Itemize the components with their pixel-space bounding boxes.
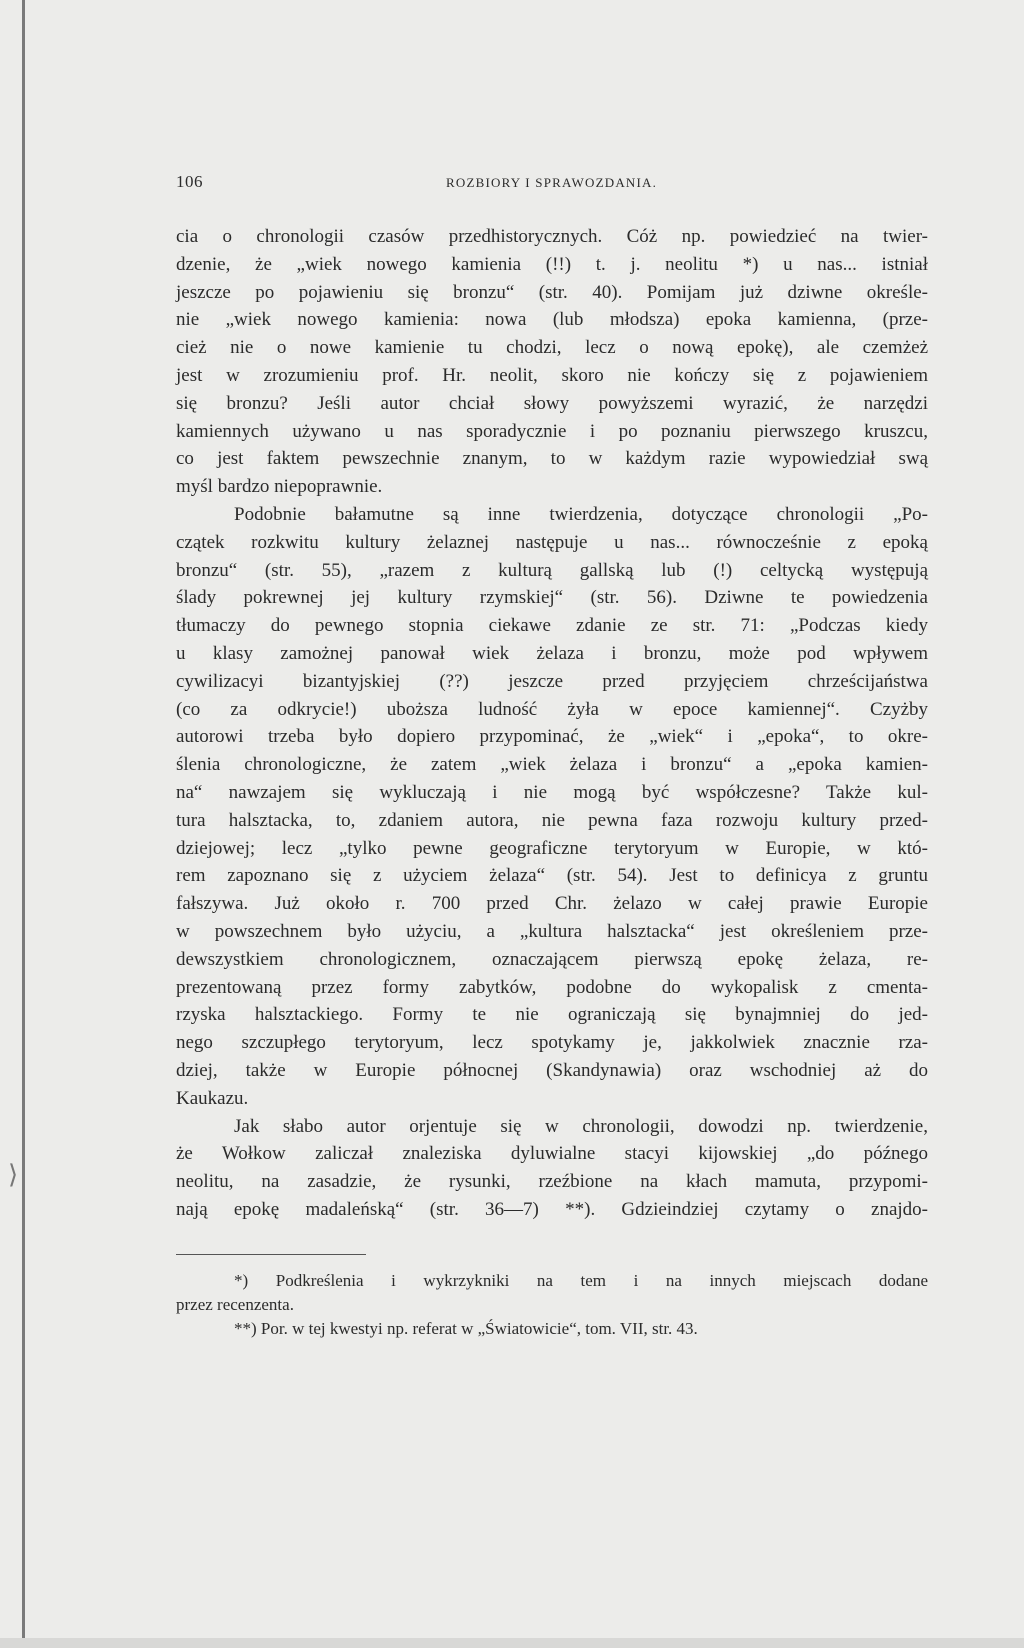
text-line: nego szczupłego terytoryum, lecz spotykamy je, jakkolwiek znacznie rza- (176, 1032, 928, 1054)
text-line: się bronzu? Jeśli autor chciał słowy powyższemi wyrazić, że narzędzi (176, 392, 928, 414)
footnotes (176, 1269, 928, 1341)
text-line: u klasy zamożnej panował wiek żelaza i bronzu, może pod wpływem (176, 642, 928, 664)
text-line: bronzu“ (str. 55), „razem z kulturą gallską lub (!) celtycką występują (176, 559, 928, 581)
text-line: cywilizacyi bizantyjskiej (??) jeszcze przed przyjęciem chrześcijaństwa (176, 670, 928, 692)
page-number: 106 (176, 172, 203, 191)
text-line: ślenia chronologiczne, że zatem „wiek żelaza i bronzu“ a „epoka kamien- (176, 754, 928, 776)
text-line: neolitu, na zasadzie, że rysunki, rzeźbione na kłach mamuta, przypomi- (176, 1171, 928, 1193)
text-line: na“ nawzajem się wykluczają i nie mogą być współczesne? Także kul- (176, 781, 928, 803)
text-line: Jak słabo autor orjentuje się w chronologii, dowodzi np. twierdzenie, (234, 1115, 928, 1137)
text-line: dzenie, że „wiek nowego kamienia (!!) t. j. neolitu *) u nas... istniał (176, 253, 928, 275)
text-line: cież nie o nowe kamienie tu chodzi, lecz o nową epokę), ale czemżeż (176, 337, 928, 359)
running-head (176, 168, 928, 198)
text-line: ślady pokrewnej jej kultury rzymskiej“ (str. 56). Dziwne te powiedzenia (176, 587, 928, 609)
margin-mark: ⟩ (8, 1160, 19, 1189)
text-line: myśl bardzo niepoprawnie. (176, 476, 383, 498)
text-line: Podobnie bałamutne są inne twierdzenia, dotyczące chronologii „Po- (234, 503, 928, 525)
text-line: tłumaczy do pewnego stopnia ciekawe zdanie ze str. 71: „Podczas kiedy (176, 615, 928, 637)
running-title: ROZBIORY I SPRAWOZDANIA. (446, 175, 658, 190)
text-line: Kaukazu. (176, 1087, 249, 1109)
text-line: prezentowaną przez formy zabytków, podobne do wykopalisk z cmenta- (176, 976, 928, 998)
text-line: kamiennych używano u nas sporadycznie i po poznaniu pierwszego kruszcu, (176, 420, 928, 442)
text-line: autorowi trzeba było dopiero przypominać, że „wiek“ i „epoka“, to okre- (176, 726, 928, 748)
text-line: nie „wiek nowego kamienia: nowa (lub młodsza) epoka kamienna, (prze- (176, 309, 928, 331)
text-line: cia o chronologii czasów przedhistorycznych. Cóż np. powiedzieć na twier- (176, 226, 928, 247)
body-text (176, 223, 928, 1224)
book-page (176, 168, 928, 1341)
text-line: czątek rozkwitu kultury żelaznej następuje u nas... równocześnie z epoką (176, 531, 928, 553)
footnote-line: *) Podkreślenia i wykrzykniki na tem i na innych miejscach dodane (234, 1270, 928, 1290)
text-line: tura halsztacka, to, zdaniem autora, nie pewna faza rozwoju kultury przed- (176, 809, 928, 831)
text-line: jeszcze po pojawieniu się bronzu“ (str. 40). Pomijam już dziwne określe- (176, 281, 928, 303)
text-line: (co za odkrycie!) uboższa ludność żyła w epoce kamiennej“. Czyżby (176, 698, 928, 720)
text-line: w powszechnem było użyciu, a „kultura halsztacka“ jest określeniem prze- (176, 920, 928, 942)
text-line: rzyska halsztackiego. Formy te nie ograniczają się bynajmniej do jed- (176, 1004, 928, 1026)
footnote-divider (176, 1254, 366, 1255)
text-line: co jest faktem pewszechnie znanym, to w każdym razie wypowiedział swą (176, 448, 928, 470)
text-line: dziej, także w Europie północnej (Skandynawia) oraz wschodniej aż do (176, 1059, 928, 1081)
text-line: że Wołkow zaliczał znaleziska dyluwialne stacyi kijowskiej „do późnego (176, 1143, 928, 1165)
text-line: jest w zrozumieniu prof. Hr. neolit, skoro nie kończy się z pojawieniem (176, 364, 928, 386)
text-line: dziejowej; lecz „tylko pewne geograficzne terytoryum w Europie, w któ- (176, 837, 928, 859)
text-line: rem zapoznano się z użyciem żelaza“ (str. 54). Jest to definicya z gruntu (176, 865, 928, 887)
text-line: fałszywa. Już około r. 700 przed Chr. żelazo w całej prawie Europie (176, 893, 928, 915)
footnote-line: **) Por. w tej kwestyi np. referat w „Światowicie“, tom. VII, str. 43. (234, 1318, 698, 1338)
footnote-line: przez recenzenta. (176, 1294, 294, 1314)
text-line: dewszystkiem chronologicznem, oznaczającem pierwszą epokę żelaza, re- (176, 948, 928, 970)
text-line: nają epokę madaleńską“ (str. 36—7) **). Gdzieindziej czytamy o znajdo- (176, 1198, 928, 1220)
